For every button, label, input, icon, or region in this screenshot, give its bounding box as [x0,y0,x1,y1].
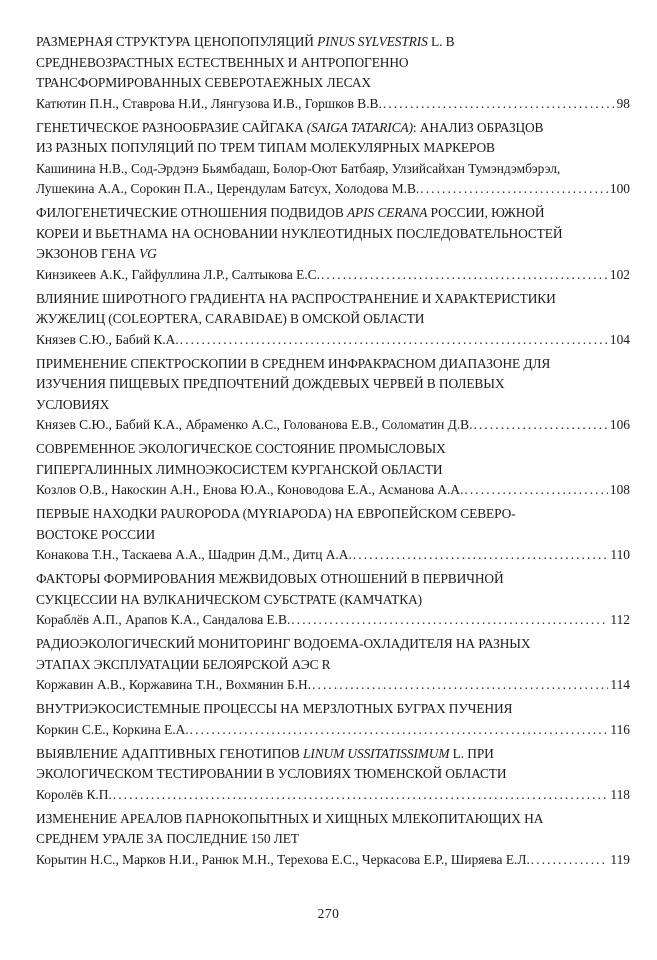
title-segment: РАЗМЕРНАЯ СТРУКТУРА ЦЕНОПОПУЛЯЦИЙ [36,34,318,49]
entry-page-number: 100 [609,181,630,196]
title-segment: L. ПРИ [449,745,494,761]
entry-title-line [36,569,630,590]
entry-page-number: 112 [610,612,630,627]
entry-title-line [36,224,630,245]
entry-page-number: 119 [610,851,630,867]
entry-authors: Корытин Н.С., Марков Н.И., Ранюк М.Н., Терехова Е.С., Черкасова Е.Р., Ширяева Е.Л. [36,851,530,867]
dot-leader [291,610,608,631]
entry-title-line [36,395,630,416]
entry-authors-row [36,785,630,806]
title-segment: СУКЦЕССИИ НА ВУЛКАНИЧЕСКОМ СУБСТРАТЕ (КАМЧАТКА) [36,591,423,607]
toc-entry [36,699,630,740]
title-segment: ФАКТОРЫ ФОРМИРОВАНИЯ МЕЖВИДОВЫХ ОТНОШЕНИЙ В ПЕРВИЧНОЙ [36,571,504,586]
title-segment: ПЕРВЫЕ НАХОДКИ PAUROPODA (MYRIAPODA) НА ЕВРОПЕЙСКОМ СЕВЕРО- [36,506,516,521]
title-segment: ЭТАПАХ ЭКСПЛУАТАЦИИ БЕЛОЯРСКОЙ АЭС R [36,656,331,672]
entry-page-number: 114 [610,677,630,692]
toc-entry [36,634,630,696]
toc-entry [36,504,630,566]
title-segment: СРЕДНЕВОЗРАСТНЫХ ЕСТЕСТВЕННЫХ И АНТРОПОГЕННО [36,54,409,70]
entry-title-line [36,309,630,330]
entry-authors: Коркин С.Е., Коркина Е.А. [36,721,189,737]
toc-entry [36,354,630,436]
toc-entry [36,32,630,114]
dot-leader [113,785,609,806]
entry-page-number: 116 [610,721,630,737]
title-segment: ВЫЯВЛЕНИЕ АДАПТИВНЫХ ГЕНОТИПОВ [36,745,304,761]
title-segment: ИЗМЕНЕНИЕ АРЕАЛОВ ПАРНОКОПЫТНЫХ И ХИЩНЫХ МЛЕКОПИТАЮЩИХ НА [36,810,544,826]
entry-authors-line: Кашинина Н.В., Сод-Эрдэнэ Бьямбадаш, Болор-Оют Батбаяр, Улзийсайхан Тумэндэмбэрэл, [36,160,561,176]
entry-title-line [36,744,630,765]
title-segment: РОССИИ, ЮЖНОЙ [427,205,545,220]
title-segment: ВЛИЯНИЕ ШИРОТНОГО ГРАДИЕНТА НА РАСПРОСТРАНЕНИЕ И ХАРАКТЕРИСТИКИ [36,290,556,306]
toc-entry [36,203,630,285]
entry-title-line [36,829,630,850]
entry-page-number: 102 [609,266,630,282]
toc-entry [36,439,630,501]
entry-title-line [36,699,630,720]
entry-title-line [36,53,630,74]
entry-authors-row [36,850,630,871]
entry-title-line [36,460,630,481]
entry-page-number: 98 [616,95,630,111]
entry-authors: Лушекина А.А., Сорокин П.А., Церендулам Батсух, Холодова М.В. [36,181,420,196]
title-segment-italic: LINUM USSITATISSIMUM [303,745,450,761]
entry-page-number: 106 [609,417,630,432]
entry-page-number: 108 [609,482,630,497]
toc-entry [36,289,630,351]
title-segment: ГИПЕРГАЛИННЫХ ЛИМНОЭКОСИСТЕМ КУРГАНСКОЙ ОБЛАСТИ [36,461,443,477]
entry-authors-row [36,179,630,200]
title-segment: ЭКЗОНОВ ГЕНА [36,246,140,261]
entry-title-line [36,809,630,830]
entry-authors: Козлов О.В., Накоскин А.Н., Енова Ю.А., Коноводова Е.А., Асманова А.А. [36,482,464,497]
toc-entry [36,809,630,871]
title-segment: УСЛОВИЯХ [36,396,110,412]
title-segment: РАДИОЭКОЛОГИЧЕСКИЙ МОНИТОРИНГ ВОДОЕМА-ОХЛАДИТЕЛЯ НА РАЗНЫХ [36,636,531,651]
title-segment: ТРАНСФОРМИРОВАННЫХ СЕВЕРОТАЕЖНЫХ ЛЕСАХ [36,75,371,90]
entry-page-number: 110 [610,547,630,562]
dot-leader [312,675,608,696]
entry-page-number: 104 [609,331,630,347]
entry-authors-row [36,94,630,115]
title-segment: ГЕНЕТИЧЕСКОЕ РАЗНООБРАЗИЕ САЙГАКА [36,119,307,135]
entry-authors-row [36,330,630,351]
title-segment: ИЗ РАЗНЫХ ПОПУЛЯЦИЙ ПО ТРЕМ ТИПАМ МОЛЕКУЛЯРНЫХ МАРКЕРОВ [36,140,495,155]
entry-title-line [36,374,630,395]
title-segment: ВОСТОКЕ РОССИИ [36,526,156,542]
title-segment: КОРЕИ И ВЬЕТНАМА НА ОСНОВАНИИ НУКЛЕОТИДНЫХ ПОСЛЕДОВАТЕЛЬНОСТЕЙ [36,225,563,241]
title-segment: СРЕДНЕМ УРАЛЕ ЗА ПОСЛЕДНИЕ 150 ЛЕТ [36,831,299,846]
entry-title-line [36,73,630,94]
entry-authors: Князев С.Ю., Бабий К.А. [36,331,179,347]
title-segment: ПРИМЕНЕНИЕ СПЕКТРОСКОПИИ В СРЕДНЕМ ИНФРАКРАСНОМ ДИАПАЗОНЕ ДЛЯ [36,355,551,371]
entry-authors: Князев С.Ю., Бабий К.А., Абраменко А.С., Голованова Е.В., Соломатин Д.В. [36,417,473,432]
title-segment: ВНУТРИЭКОСИСТЕМНЫЕ ПРОЦЕССЫ НА МЕРЗЛОТНЫХ БУГРАХ ПУЧЕНИЯ [36,701,513,716]
title-segment-italic: PINUS SYLVESTRIS [317,34,428,49]
title-segment: ИЗУЧЕНИЯ ПИЩЕВЫХ ПРЕДПОЧТЕНИЙ ДОЖДЕВЫХ ЧЕРВЕЙ В ПОЛЕВЫХ [36,376,505,391]
dot-leader [383,94,615,115]
toc-entry [36,569,630,631]
entry-page-number: 118 [610,786,630,802]
entry-authors-row [36,415,630,436]
entry-authors: Конакова Т.Н., Таскаева А.А., Шадрин Д.М., Дитц А.А. [36,547,352,562]
entry-title-line [36,138,630,159]
entry-authors: Кинзикеев А.К., Гайфуллина Л.Р., Салтыкова Е.С. [36,266,320,282]
toc-list [36,32,630,874]
entry-title-line [36,354,630,375]
title-segment: ЖУЖЕЛИЦ (COLEOPTERA, CARABIDAE) В ОМСКОЙ ОБЛАСТИ [36,311,425,326]
entry-authors-row [36,545,630,566]
title-segment: ФИЛОГЕНЕТИЧЕСКИЕ ОТНОШЕНИЯ ПОДВИДОВ [36,205,347,220]
title-segment: : АНАЛИЗ ОБРАЗЦОВ [412,119,544,135]
entry-authors: Королёв К.П. [36,786,112,802]
entry-authors-row [36,610,630,631]
dot-leader [464,480,608,501]
entry-title-line [36,203,630,224]
entry-title-line [36,32,630,53]
entry-title-line [36,244,630,265]
title-segment: ЭКОЛОГИЧЕСКОМ ТЕСТИРОВАНИИ В УСЛОВИЯХ ТЮМЕНСКОЙ ОБЛАСТИ [36,766,507,781]
dot-leader [321,265,608,286]
entry-authors: Кораблёв А.П., Арапов К.А., Сандалова Е.В. [36,612,291,627]
title-segment-italic: VG [139,246,157,261]
toc-entry [36,744,630,806]
entry-title-line [36,655,630,676]
dot-leader [473,415,607,436]
footer-page-number: 270 [317,906,340,921]
entry-title-line [36,764,630,785]
dot-leader [420,179,608,200]
entry-authors: Коржавин А.В., Коржавина Т.Н., Вохмянин Б.Н. [36,677,312,692]
dot-leader [190,720,609,741]
entry-title-line [36,439,630,460]
dot-leader [180,330,608,351]
entry-authors-row [36,720,630,741]
dot-leader [353,545,609,566]
entry-authors-row [36,480,630,501]
title-segment: L. В [427,34,455,49]
entry-title-line [36,634,630,655]
entry-authors: Катютин П.Н., Ставрова Н.И., Лянгузова И.В., Горшков В.В. [36,95,382,111]
entry-title-line [36,525,630,546]
toc-entry [36,118,630,200]
title-segment-italic: APIS CERANA [346,205,428,220]
dot-leader [531,850,609,871]
entry-authors-row [36,265,630,286]
title-segment-italic: (SAIGA TATARICA) [306,119,413,135]
entry-title-line [36,118,630,139]
entry-authors-row [36,675,630,696]
entry-title-line [36,289,630,310]
title-segment: СОВРЕМЕННОЕ ЭКОЛОГИЧЕСКОЕ СОСТОЯНИЕ ПРОМЫСЛОВЫХ [36,441,446,456]
entry-title-line [36,504,630,525]
entry-title-line [36,590,630,611]
